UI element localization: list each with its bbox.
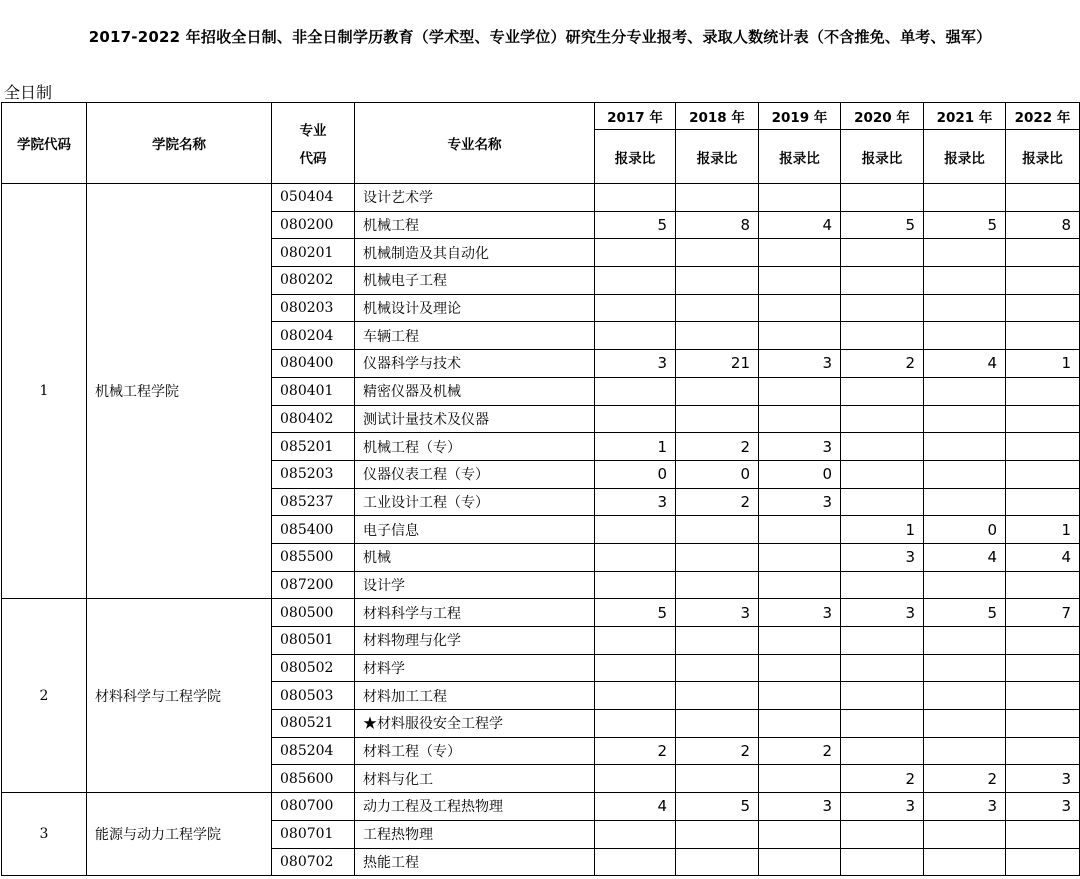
ratio-cell — [676, 294, 759, 322]
ratio-cell — [924, 571, 1006, 599]
ratio-cell — [924, 460, 1006, 488]
header-year-2022: 2022 年 — [1006, 103, 1080, 130]
ratio-cell — [676, 710, 759, 738]
major-name-cell: 机械设计及理论 — [355, 294, 595, 322]
ratio-cell: 3 — [759, 599, 841, 627]
ratio-cell — [759, 654, 841, 682]
header-ratio: 报录比 — [595, 130, 676, 184]
ratio-cell — [759, 294, 841, 322]
major-code-cell: 080700 — [272, 793, 355, 821]
ratio-cell — [924, 710, 1006, 738]
major-code-cell: 080400 — [272, 350, 355, 378]
ratio-cell — [1006, 627, 1080, 655]
ratio-cell — [595, 765, 676, 793]
ratio-cell — [841, 820, 924, 848]
major-code-cell: 085600 — [272, 765, 355, 793]
ratio-cell — [1006, 848, 1080, 876]
ratio-cell: 0 — [759, 460, 841, 488]
ratio-cell: 5 — [595, 599, 676, 627]
ratio-cell — [676, 405, 759, 433]
major-code-cell: 080500 — [272, 599, 355, 627]
ratio-cell — [759, 765, 841, 793]
major-code-cell: 080204 — [272, 322, 355, 350]
ratio-cell: 0 — [924, 516, 1006, 544]
table-row — [2, 184, 1080, 212]
ratio-cell — [759, 848, 841, 876]
ratio-cell: 3 — [759, 793, 841, 821]
ratio-cell: 8 — [1006, 211, 1080, 239]
college-code-cell: 3 — [2, 793, 87, 876]
header-ratio: 报录比 — [676, 130, 759, 184]
college-name-cell: 能源与动力工程学院 — [87, 793, 272, 876]
ratio-cell — [1006, 239, 1080, 267]
ratio-cell: 5 — [595, 211, 676, 239]
ratio-cell: 2 — [841, 765, 924, 793]
ratio-cell: 0 — [676, 460, 759, 488]
ratio-cell: 21 — [676, 350, 759, 378]
major-name-cell: 设计学 — [355, 571, 595, 599]
major-name-cell: 工业设计工程（专） — [355, 488, 595, 516]
ratio-cell — [676, 184, 759, 212]
major-name-cell: 材料物理与化学 — [355, 627, 595, 655]
ratio-cell — [841, 627, 924, 655]
ratio-cell — [676, 377, 759, 405]
major-code-cell: 080201 — [272, 239, 355, 267]
ratio-cell — [676, 239, 759, 267]
college-name-cell: 材料科学与工程学院 — [87, 599, 272, 793]
ratio-cell — [841, 488, 924, 516]
ratio-cell — [1006, 820, 1080, 848]
table-row — [2, 599, 1080, 627]
ratio-cell: 7 — [1006, 599, 1080, 627]
ratio-cell: 3 — [595, 350, 676, 378]
ratio-cell — [924, 377, 1006, 405]
ratio-cell — [1006, 710, 1080, 738]
ratio-cell — [924, 294, 1006, 322]
ratio-cell: 1 — [1006, 350, 1080, 378]
major-name-cell: 精密仪器及机械 — [355, 377, 595, 405]
ratio-cell — [595, 377, 676, 405]
major-code-cell: 080501 — [272, 627, 355, 655]
header-college-name: 学院名称 — [87, 103, 272, 184]
ratio-cell: 2 — [676, 488, 759, 516]
ratio-cell — [924, 405, 1006, 433]
ratio-cell — [841, 737, 924, 765]
ratio-cell — [595, 184, 676, 212]
statistics-table — [1, 102, 1080, 876]
ratio-cell — [759, 543, 841, 571]
ratio-cell — [1006, 488, 1080, 516]
ratio-cell — [841, 405, 924, 433]
ratio-cell: 5 — [841, 211, 924, 239]
major-name-cell: 设计艺术学 — [355, 184, 595, 212]
ratio-cell — [924, 627, 1006, 655]
major-name-cell: 材料与化工 — [355, 765, 595, 793]
header-year-2020: 2020 年 — [841, 103, 924, 130]
ratio-cell: 3 — [759, 488, 841, 516]
ratio-cell — [1006, 433, 1080, 461]
ratio-cell: 4 — [759, 211, 841, 239]
ratio-cell — [924, 184, 1006, 212]
major-name-cell: 机械 — [355, 543, 595, 571]
ratio-cell — [759, 710, 841, 738]
ratio-cell: 3 — [759, 350, 841, 378]
ratio-cell — [676, 267, 759, 295]
major-name-cell: 材料工程（专） — [355, 737, 595, 765]
major-name-cell: 机械工程（专） — [355, 433, 595, 461]
ratio-cell — [841, 294, 924, 322]
ratio-cell — [924, 267, 1006, 295]
major-code-cell: 080502 — [272, 654, 355, 682]
major-name-cell: 车辆工程 — [355, 322, 595, 350]
major-code-cell: 080702 — [272, 848, 355, 876]
ratio-cell: 3 — [924, 793, 1006, 821]
ratio-cell — [676, 848, 759, 876]
ratio-cell: 2 — [924, 765, 1006, 793]
ratio-cell — [759, 516, 841, 544]
ratio-cell — [841, 267, 924, 295]
ratio-cell — [841, 322, 924, 350]
ratio-cell — [595, 294, 676, 322]
major-name-cell: 电子信息 — [355, 516, 595, 544]
major-name-cell: 仪器仪表工程（专） — [355, 460, 595, 488]
ratio-cell — [1006, 571, 1080, 599]
ratio-cell — [759, 184, 841, 212]
header-year-2019: 2019 年 — [759, 103, 841, 130]
ratio-cell — [595, 516, 676, 544]
major-code-cell: 085400 — [272, 516, 355, 544]
ratio-cell — [595, 627, 676, 655]
table-row — [2, 793, 1080, 821]
ratio-cell — [924, 488, 1006, 516]
ratio-cell: 8 — [676, 211, 759, 239]
ratio-cell — [924, 239, 1006, 267]
major-code-cell: 080200 — [272, 211, 355, 239]
ratio-cell: 2 — [841, 350, 924, 378]
ratio-cell — [1006, 460, 1080, 488]
ratio-cell — [595, 543, 676, 571]
ratio-cell: 4 — [595, 793, 676, 821]
ratio-cell — [1006, 267, 1080, 295]
ratio-cell: 1 — [841, 516, 924, 544]
ratio-cell — [841, 710, 924, 738]
ratio-cell — [759, 322, 841, 350]
ratio-cell — [841, 571, 924, 599]
ratio-cell — [841, 377, 924, 405]
major-name-cell: 热能工程 — [355, 848, 595, 876]
ratio-cell — [676, 516, 759, 544]
ratio-cell: 2 — [676, 433, 759, 461]
major-name-cell: 测试计量技术及仪器 — [355, 405, 595, 433]
header-major-code — [272, 103, 355, 184]
ratio-cell — [595, 654, 676, 682]
ratio-cell — [1006, 405, 1080, 433]
ratio-cell — [924, 820, 1006, 848]
header-year-2021: 2021 年 — [924, 103, 1006, 130]
ratio-cell — [759, 267, 841, 295]
major-code-cell: 080503 — [272, 682, 355, 710]
major-code-cell: 080202 — [272, 267, 355, 295]
major-code-cell: 080203 — [272, 294, 355, 322]
major-name-cell: 机械工程 — [355, 211, 595, 239]
ratio-cell — [676, 571, 759, 599]
ratio-cell — [676, 322, 759, 350]
ratio-cell: 4 — [924, 350, 1006, 378]
college-name-cell: 机械工程学院 — [87, 184, 272, 599]
major-name-cell: 机械制造及其自动化 — [355, 239, 595, 267]
major-name-cell: 材料学 — [355, 654, 595, 682]
ratio-cell — [1006, 184, 1080, 212]
ratio-cell — [1006, 682, 1080, 710]
ratio-cell — [1006, 654, 1080, 682]
header-year-2017: 2017 年 — [595, 103, 676, 130]
ratio-cell: 5 — [924, 211, 1006, 239]
ratio-cell: 3 — [595, 488, 676, 516]
ratio-cell: 4 — [1006, 543, 1080, 571]
major-code-cell: 085203 — [272, 460, 355, 488]
major-code-cell: 050404 — [272, 184, 355, 212]
ratio-cell — [595, 848, 676, 876]
header-major-name: 专业名称 — [355, 103, 595, 184]
college-code-cell: 1 — [2, 184, 87, 599]
ratio-cell — [676, 543, 759, 571]
ratio-cell — [924, 322, 1006, 350]
ratio-cell — [924, 737, 1006, 765]
ratio-cell — [759, 627, 841, 655]
header-college-code: 学院代码 — [2, 103, 87, 184]
ratio-cell — [1006, 737, 1080, 765]
ratio-cell — [924, 682, 1006, 710]
major-name-cell: 工程热物理 — [355, 820, 595, 848]
ratio-cell: 2 — [595, 737, 676, 765]
ratio-cell: 3 — [759, 433, 841, 461]
ratio-cell — [924, 433, 1006, 461]
ratio-cell — [924, 848, 1006, 876]
ratio-cell — [676, 654, 759, 682]
ratio-cell: 3 — [1006, 765, 1080, 793]
ratio-cell: 3 — [841, 793, 924, 821]
major-code-cell: 085201 — [272, 433, 355, 461]
ratio-cell — [841, 682, 924, 710]
section-label: 全日制 — [4, 83, 53, 102]
major-code-cell: 080521 — [272, 710, 355, 738]
ratio-cell: 3 — [841, 599, 924, 627]
ratio-cell — [595, 710, 676, 738]
ratio-cell — [595, 322, 676, 350]
ratio-cell — [841, 239, 924, 267]
major-name-cell: 材料加工工程 — [355, 682, 595, 710]
ratio-cell — [759, 571, 841, 599]
ratio-cell: 2 — [676, 737, 759, 765]
ratio-cell: 1 — [595, 433, 676, 461]
ratio-cell — [841, 433, 924, 461]
ratio-cell — [595, 820, 676, 848]
ratio-cell — [841, 848, 924, 876]
ratio-cell — [595, 267, 676, 295]
header-ratio: 报录比 — [841, 130, 924, 184]
table-header — [2, 103, 1080, 184]
header-ratio: 报录比 — [759, 130, 841, 184]
ratio-cell — [676, 765, 759, 793]
header-major-code-line2: 代码 — [299, 151, 327, 167]
major-code-cell: 080401 — [272, 377, 355, 405]
header-ratio: 报录比 — [1006, 130, 1080, 184]
ratio-cell — [595, 571, 676, 599]
ratio-cell — [676, 627, 759, 655]
ratio-cell — [759, 820, 841, 848]
ratio-cell — [841, 184, 924, 212]
ratio-cell — [1006, 377, 1080, 405]
major-name-cell: ★材料服役安全工程学 — [355, 710, 595, 738]
ratio-cell — [595, 405, 676, 433]
ratio-cell: 3 — [1006, 793, 1080, 821]
ratio-cell: 3 — [676, 599, 759, 627]
ratio-cell — [924, 654, 1006, 682]
ratio-cell — [841, 654, 924, 682]
major-name-cell: 机械电子工程 — [355, 267, 595, 295]
ratio-cell — [676, 820, 759, 848]
major-name-cell: 动力工程及工程热物理 — [355, 793, 595, 821]
ratio-cell — [595, 239, 676, 267]
ratio-cell — [1006, 294, 1080, 322]
ratio-cell — [841, 460, 924, 488]
ratio-cell: 5 — [676, 793, 759, 821]
major-name-cell: 仪器科学与技术 — [355, 350, 595, 378]
ratio-cell: 1 — [1006, 516, 1080, 544]
ratio-cell — [676, 682, 759, 710]
major-code-cell: 087200 — [272, 571, 355, 599]
ratio-cell: 2 — [759, 737, 841, 765]
ratio-cell: 0 — [595, 460, 676, 488]
ratio-cell — [759, 377, 841, 405]
header-major-code-line1: 专业 — [299, 123, 327, 139]
ratio-cell — [759, 682, 841, 710]
header-ratio: 报录比 — [924, 130, 1006, 184]
major-code-cell: 080701 — [272, 820, 355, 848]
major-code-cell: 085237 — [272, 488, 355, 516]
college-code-cell: 2 — [2, 599, 87, 793]
major-code-cell: 085204 — [272, 737, 355, 765]
major-name-cell: 材料科学与工程 — [355, 599, 595, 627]
major-code-cell: 085500 — [272, 543, 355, 571]
major-code-cell: 080402 — [272, 405, 355, 433]
ratio-cell — [759, 405, 841, 433]
ratio-cell — [595, 682, 676, 710]
table-body — [2, 184, 1080, 876]
ratio-cell — [1006, 322, 1080, 350]
ratio-cell: 5 — [924, 599, 1006, 627]
ratio-cell: 3 — [841, 543, 924, 571]
page-title: 2017-2022 年招收全日制、非全日制学历教育（学术型、专业学位）研究生分专业报考、录取人数统计表（不含推免、单考、强军） — [88, 28, 992, 46]
ratio-cell — [759, 239, 841, 267]
header-year-2018: 2018 年 — [676, 103, 759, 130]
ratio-cell: 4 — [924, 543, 1006, 571]
